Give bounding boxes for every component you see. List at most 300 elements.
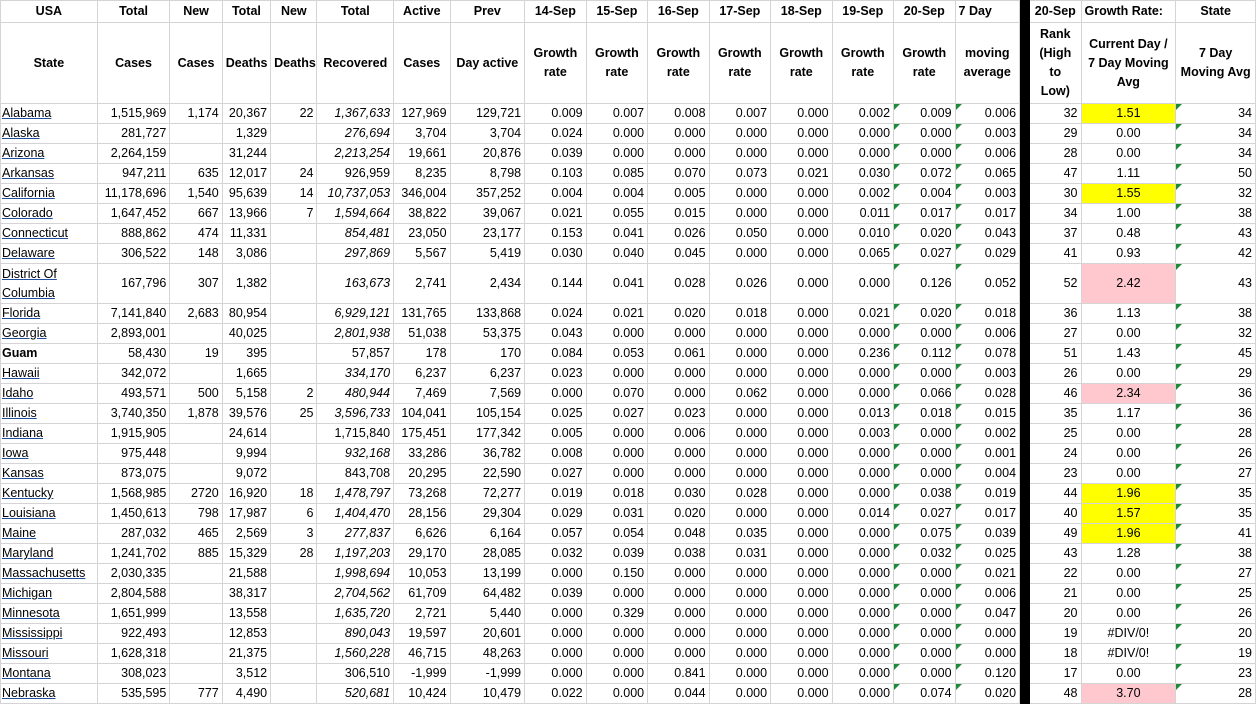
- g17-cell[interactable]: 0.000: [709, 624, 770, 644]
- g15-cell[interactable]: 0.031: [586, 504, 647, 524]
- g19-cell[interactable]: 0.000: [832, 624, 893, 644]
- new-deaths-cell[interactable]: [271, 224, 317, 244]
- header-cell-new-deaths[interactable]: New: [271, 1, 317, 23]
- header-cell-prev-day-active[interactable]: Day active: [450, 23, 525, 104]
- prev-active-cell[interactable]: 23,177: [450, 224, 525, 244]
- new-cases-cell[interactable]: [170, 584, 222, 604]
- rank-cell[interactable]: 36: [1030, 304, 1081, 324]
- g15-cell[interactable]: 0.000: [586, 324, 647, 344]
- ratio-cell[interactable]: 0.00: [1081, 564, 1176, 584]
- g20-cell[interactable]: 0.000: [894, 324, 955, 344]
- g14-cell[interactable]: 0.030: [525, 244, 586, 264]
- g16-cell[interactable]: 0.000: [648, 464, 709, 484]
- state-link[interactable]: Maine: [2, 526, 37, 540]
- state-name-cell[interactable]: [1, 644, 98, 664]
- g14-cell[interactable]: 0.024: [525, 304, 586, 324]
- state-link[interactable]: Iowa: [2, 446, 29, 460]
- prev-active-cell[interactable]: 20,876: [450, 144, 525, 164]
- g16-cell[interactable]: 0.000: [648, 364, 709, 384]
- header-cell-total-deaths[interactable]: Deaths: [222, 23, 270, 104]
- state-name-cell[interactable]: [1, 444, 98, 464]
- prev-active-cell[interactable]: 5,440: [450, 604, 525, 624]
- prev-active-cell[interactable]: 3,704: [450, 124, 525, 144]
- new-cases-cell[interactable]: 777: [170, 684, 222, 704]
- header-cell-state[interactable]: USA: [1, 1, 98, 23]
- g19-cell[interactable]: 0.002: [832, 184, 893, 204]
- state-name-cell[interactable]: [1, 404, 98, 424]
- g15-cell[interactable]: 0.000: [586, 584, 647, 604]
- active-cell[interactable]: -1,999: [394, 664, 450, 684]
- ratio-cell[interactable]: 1.17: [1081, 404, 1176, 424]
- prev-active-cell[interactable]: -1,999: [450, 664, 525, 684]
- g19-cell[interactable]: 0.013: [832, 404, 893, 424]
- recovered-cell[interactable]: 480,944: [317, 384, 394, 404]
- state-name-cell[interactable]: [1, 244, 98, 264]
- prev-active-cell[interactable]: 170: [450, 344, 525, 364]
- total-cases-cell[interactable]: 873,075: [97, 464, 170, 484]
- ratio-cell[interactable]: 1.11: [1081, 164, 1176, 184]
- ma7-cell[interactable]: 0.003: [955, 184, 1020, 204]
- g19-cell[interactable]: 0.011: [832, 204, 893, 224]
- g20-cell[interactable]: 0.000: [894, 144, 955, 164]
- new-cases-cell[interactable]: 465: [170, 524, 222, 544]
- total-deaths-cell[interactable]: 40,025: [222, 324, 270, 344]
- g16-cell[interactable]: 0.000: [648, 144, 709, 164]
- total-cases-cell[interactable]: 2,893,001: [97, 324, 170, 344]
- ma7-cell[interactable]: 0.065: [955, 164, 1020, 184]
- total-cases-cell[interactable]: 3,740,350: [97, 404, 170, 424]
- header-cell-growth-20-sep[interactable]: 20-Sep: [894, 1, 955, 23]
- g17-cell[interactable]: 0.000: [709, 124, 770, 144]
- g19-cell[interactable]: 0.000: [832, 564, 893, 584]
- active-cell[interactable]: 29,170: [394, 544, 450, 564]
- total-deaths-cell[interactable]: 21,375: [222, 644, 270, 664]
- new-deaths-cell[interactable]: 22: [271, 104, 317, 124]
- state-link[interactable]: Arkansas: [2, 166, 55, 180]
- g19-cell[interactable]: 0.000: [832, 484, 893, 504]
- active-cell[interactable]: 2,741: [394, 264, 450, 304]
- total-cases-cell[interactable]: 2,264,159: [97, 144, 170, 164]
- ratio-cell[interactable]: 0.00: [1081, 444, 1176, 464]
- new-deaths-cell[interactable]: [271, 304, 317, 324]
- recovered-cell[interactable]: 1,715,840: [317, 424, 394, 444]
- header-cell-growth-19-sep[interactable]: 19-Sep: [832, 1, 893, 23]
- g20-cell[interactable]: 0.000: [894, 564, 955, 584]
- state-ma-cell[interactable]: 26: [1176, 444, 1256, 464]
- g18-cell[interactable]: 0.000: [771, 584, 832, 604]
- total-cases-cell[interactable]: 1,651,999: [97, 604, 170, 624]
- g15-cell[interactable]: 0.053: [586, 344, 647, 364]
- g14-cell[interactable]: 0.057: [525, 524, 586, 544]
- state-link[interactable]: Idaho: [2, 386, 34, 400]
- rank-cell[interactable]: 25: [1030, 424, 1081, 444]
- rank-cell[interactable]: 34: [1030, 204, 1081, 224]
- state-name-cell[interactable]: [1, 624, 98, 644]
- state-name-cell[interactable]: [1, 604, 98, 624]
- rank-cell[interactable]: 26: [1030, 364, 1081, 384]
- g19-cell[interactable]: 0.000: [832, 264, 893, 304]
- state-ma-cell[interactable]: 27: [1176, 464, 1256, 484]
- state-ma-cell[interactable]: 34: [1176, 124, 1256, 144]
- ma7-cell[interactable]: 0.006: [955, 584, 1020, 604]
- prev-active-cell[interactable]: 177,342: [450, 424, 525, 444]
- ratio-cell[interactable]: 0.00: [1081, 144, 1176, 164]
- g18-cell[interactable]: 0.000: [771, 204, 832, 224]
- state-ma-cell[interactable]: 50: [1176, 164, 1256, 184]
- g14-cell[interactable]: 0.008: [525, 444, 586, 464]
- active-cell[interactable]: 2,721: [394, 604, 450, 624]
- g18-cell[interactable]: 0.000: [771, 484, 832, 504]
- total-deaths-cell[interactable]: 5,158: [222, 384, 270, 404]
- g16-cell[interactable]: 0.061: [648, 344, 709, 364]
- g16-cell[interactable]: 0.000: [648, 624, 709, 644]
- active-cell[interactable]: 33,286: [394, 444, 450, 464]
- g15-cell[interactable]: 0.000: [586, 364, 647, 384]
- total-deaths-cell[interactable]: 2,569: [222, 524, 270, 544]
- new-cases-cell[interactable]: 885: [170, 544, 222, 564]
- total-deaths-cell[interactable]: 12,017: [222, 164, 270, 184]
- g16-cell[interactable]: 0.000: [648, 644, 709, 664]
- new-deaths-cell[interactable]: [271, 444, 317, 464]
- new-deaths-cell[interactable]: 7: [271, 204, 317, 224]
- state-link[interactable]: Connecticut: [2, 226, 69, 240]
- g16-cell[interactable]: 0.000: [648, 584, 709, 604]
- active-cell[interactable]: 5,567: [394, 244, 450, 264]
- state-name-cell[interactable]: [1, 164, 98, 184]
- new-deaths-cell[interactable]: [271, 324, 317, 344]
- recovered-cell[interactable]: 2,801,938: [317, 324, 394, 344]
- g17-cell[interactable]: 0.050: [709, 224, 770, 244]
- g14-cell[interactable]: 0.000: [525, 644, 586, 664]
- state-ma-cell[interactable]: 20: [1176, 624, 1256, 644]
- prev-active-cell[interactable]: 13,199: [450, 564, 525, 584]
- header-cell-state[interactable]: State: [1, 23, 98, 104]
- state-link[interactable]: Kentucky: [2, 486, 54, 500]
- header-cell-growth-16-sep[interactable]: Growth rate: [648, 23, 709, 104]
- header-cell-growth-17-sep[interactable]: Growth rate: [709, 23, 770, 104]
- prev-active-cell[interactable]: 6,164: [450, 524, 525, 544]
- state-ma-cell[interactable]: 42: [1176, 244, 1256, 264]
- new-cases-cell[interactable]: [170, 644, 222, 664]
- total-cases-cell[interactable]: 975,448: [97, 444, 170, 464]
- header-cell-growth-15-sep[interactable]: 15-Sep: [586, 1, 647, 23]
- g15-cell[interactable]: 0.000: [586, 664, 647, 684]
- g16-cell[interactable]: 0.028: [648, 264, 709, 304]
- total-deaths-cell[interactable]: 15,329: [222, 544, 270, 564]
- state-ma-cell[interactable]: 43: [1176, 264, 1256, 304]
- rank-cell[interactable]: 18: [1030, 644, 1081, 664]
- g17-cell[interactable]: 0.000: [709, 344, 770, 364]
- active-cell[interactable]: 20,295: [394, 464, 450, 484]
- total-cases-cell[interactable]: 58,430: [97, 344, 170, 364]
- g20-cell[interactable]: 0.017: [894, 204, 955, 224]
- header-cell-prev-day-active[interactable]: Prev: [450, 1, 525, 23]
- ratio-cell[interactable]: 1.28: [1081, 544, 1176, 564]
- g16-cell[interactable]: 0.020: [648, 304, 709, 324]
- total-deaths-cell[interactable]: 1,665: [222, 364, 270, 384]
- state-link[interactable]: Michigan: [2, 586, 53, 600]
- new-deaths-cell[interactable]: [271, 264, 317, 304]
- new-cases-cell[interactable]: [170, 564, 222, 584]
- ma7-cell[interactable]: 0.006: [955, 144, 1020, 164]
- g15-cell[interactable]: 0.000: [586, 144, 647, 164]
- g19-cell[interactable]: 0.000: [832, 684, 893, 704]
- new-cases-cell[interactable]: [170, 324, 222, 344]
- state-name-cell[interactable]: [1, 204, 98, 224]
- g19-cell[interactable]: 0.021: [832, 304, 893, 324]
- g15-cell[interactable]: 0.000: [586, 684, 647, 704]
- g17-cell[interactable]: 0.000: [709, 504, 770, 524]
- g19-cell[interactable]: 0.000: [832, 664, 893, 684]
- total-cases-cell[interactable]: 1,241,702: [97, 544, 170, 564]
- g18-cell[interactable]: 0.000: [771, 404, 832, 424]
- new-cases-cell[interactable]: [170, 444, 222, 464]
- rank-cell[interactable]: 27: [1030, 324, 1081, 344]
- g15-cell[interactable]: 0.150: [586, 564, 647, 584]
- new-deaths-cell[interactable]: [271, 244, 317, 264]
- total-cases-cell[interactable]: 888,862: [97, 224, 170, 244]
- recovered-cell[interactable]: 2,213,254: [317, 144, 394, 164]
- ma7-cell[interactable]: 0.039: [955, 524, 1020, 544]
- g16-cell[interactable]: 0.000: [648, 324, 709, 344]
- state-name-cell[interactable]: [1, 684, 98, 704]
- new-deaths-cell[interactable]: [271, 144, 317, 164]
- g20-cell[interactable]: 0.027: [894, 504, 955, 524]
- g19-cell[interactable]: 0.003: [832, 424, 893, 444]
- state-ma-cell[interactable]: 41: [1176, 524, 1256, 544]
- g18-cell[interactable]: 0.000: [771, 344, 832, 364]
- rank-cell[interactable]: 47: [1030, 164, 1081, 184]
- header-cell-total-cases[interactable]: Cases: [97, 23, 170, 104]
- header-cell-divider[interactable]: [1020, 1, 1030, 23]
- active-cell[interactable]: 175,451: [394, 424, 450, 444]
- state-name-cell[interactable]: [1, 584, 98, 604]
- header-cell-moving-average[interactable]: 7 Day: [955, 1, 1020, 23]
- state-ma-cell[interactable]: 45: [1176, 344, 1256, 364]
- g15-cell[interactable]: 0.329: [586, 604, 647, 624]
- g15-cell[interactable]: 0.000: [586, 644, 647, 664]
- new-deaths-cell[interactable]: [271, 464, 317, 484]
- recovered-cell[interactable]: 520,681: [317, 684, 394, 704]
- prev-active-cell[interactable]: 6,237: [450, 364, 525, 384]
- header-cell-active-cases[interactable]: Active: [394, 1, 450, 23]
- total-cases-cell[interactable]: 1,450,613: [97, 504, 170, 524]
- new-cases-cell[interactable]: 19: [170, 344, 222, 364]
- state-ma-cell[interactable]: 28: [1176, 424, 1256, 444]
- rank-cell[interactable]: 37: [1030, 224, 1081, 244]
- new-deaths-cell[interactable]: [271, 344, 317, 364]
- new-cases-cell[interactable]: 635: [170, 164, 222, 184]
- g18-cell[interactable]: 0.000: [771, 664, 832, 684]
- state-ma-cell[interactable]: 19: [1176, 644, 1256, 664]
- g16-cell[interactable]: 0.008: [648, 104, 709, 124]
- prev-active-cell[interactable]: 48,263: [450, 644, 525, 664]
- g14-cell[interactable]: 0.005: [525, 424, 586, 444]
- ma7-cell[interactable]: 0.078: [955, 344, 1020, 364]
- new-deaths-cell[interactable]: 24: [271, 164, 317, 184]
- header-cell-growth-20-sep[interactable]: Growth rate: [894, 23, 955, 104]
- total-deaths-cell[interactable]: 11,331: [222, 224, 270, 244]
- g18-cell[interactable]: 0.000: [771, 544, 832, 564]
- recovered-cell[interactable]: 163,673: [317, 264, 394, 304]
- g17-cell[interactable]: 0.000: [709, 464, 770, 484]
- g17-cell[interactable]: 0.000: [709, 184, 770, 204]
- total-deaths-cell[interactable]: 12,853: [222, 624, 270, 644]
- g16-cell[interactable]: 0.005: [648, 184, 709, 204]
- g19-cell[interactable]: 0.000: [832, 604, 893, 624]
- total-cases-cell[interactable]: 281,727: [97, 124, 170, 144]
- state-name-cell[interactable]: [1, 564, 98, 584]
- new-cases-cell[interactable]: 2,683: [170, 304, 222, 324]
- ma7-cell[interactable]: 0.015: [955, 404, 1020, 424]
- state-name-cell[interactable]: [1, 304, 98, 324]
- g17-cell[interactable]: 0.000: [709, 404, 770, 424]
- header-cell-growth-17-sep[interactable]: 17-Sep: [709, 1, 770, 23]
- header-cell-recovered[interactable]: Total: [317, 1, 394, 23]
- g20-cell[interactable]: 0.020: [894, 224, 955, 244]
- prev-active-cell[interactable]: 105,154: [450, 404, 525, 424]
- g20-cell[interactable]: 0.038: [894, 484, 955, 504]
- new-deaths-cell[interactable]: [271, 644, 317, 664]
- g18-cell[interactable]: 0.000: [771, 504, 832, 524]
- state-link[interactable]: Arizona: [2, 146, 45, 160]
- state-name-cell[interactable]: [1, 484, 98, 504]
- new-cases-cell[interactable]: 1,174: [170, 104, 222, 124]
- g20-cell[interactable]: 0.000: [894, 124, 955, 144]
- g17-cell[interactable]: 0.000: [709, 424, 770, 444]
- header-cell-growth-16-sep[interactable]: 16-Sep: [648, 1, 709, 23]
- state-link[interactable]: Massachusetts: [2, 566, 86, 580]
- active-cell[interactable]: 51,038: [394, 324, 450, 344]
- ma7-cell[interactable]: 0.003: [955, 364, 1020, 384]
- g14-cell[interactable]: 0.039: [525, 584, 586, 604]
- total-deaths-cell[interactable]: 80,954: [222, 304, 270, 324]
- ratio-cell[interactable]: 0.00: [1081, 584, 1176, 604]
- active-cell[interactable]: 127,969: [394, 104, 450, 124]
- g19-cell[interactable]: 0.010: [832, 224, 893, 244]
- active-cell[interactable]: 10,424: [394, 684, 450, 704]
- rank-cell[interactable]: 52: [1030, 264, 1081, 304]
- new-cases-cell[interactable]: [170, 124, 222, 144]
- rank-cell[interactable]: 24: [1030, 444, 1081, 464]
- g15-cell[interactable]: 0.041: [586, 224, 647, 244]
- state-name-cell[interactable]: [1, 124, 98, 144]
- active-cell[interactable]: 8,235: [394, 164, 450, 184]
- g20-cell[interactable]: 0.032: [894, 544, 955, 564]
- state-link[interactable]: Florida: [2, 306, 41, 320]
- g15-cell[interactable]: 0.000: [586, 124, 647, 144]
- total-cases-cell[interactable]: 493,571: [97, 384, 170, 404]
- header-cell-rank[interactable]: Rank (High to Low): [1030, 23, 1081, 104]
- g15-cell[interactable]: 0.018: [586, 484, 647, 504]
- state-ma-cell[interactable]: 36: [1176, 404, 1256, 424]
- state-name-cell[interactable]: [1, 424, 98, 444]
- state-link[interactable]: Alabama: [2, 106, 52, 120]
- g19-cell[interactable]: 0.236: [832, 344, 893, 364]
- g14-cell[interactable]: 0.000: [525, 664, 586, 684]
- recovered-cell[interactable]: 10,737,053: [317, 184, 394, 204]
- total-deaths-cell[interactable]: 13,558: [222, 604, 270, 624]
- header-cell-state-7day-avg[interactable]: 7 Day Moving Avg: [1176, 23, 1256, 104]
- g20-cell[interactable]: 0.000: [894, 464, 955, 484]
- total-cases-cell[interactable]: 11,178,696: [97, 184, 170, 204]
- active-cell[interactable]: 61,709: [394, 584, 450, 604]
- new-cases-cell[interactable]: 307: [170, 264, 222, 304]
- total-deaths-cell[interactable]: 38,317: [222, 584, 270, 604]
- rank-cell[interactable]: 51: [1030, 344, 1081, 364]
- state-name-cell[interactable]: [1, 104, 98, 124]
- g20-cell[interactable]: 0.027: [894, 244, 955, 264]
- g18-cell[interactable]: 0.000: [771, 364, 832, 384]
- g14-cell[interactable]: 0.000: [525, 564, 586, 584]
- recovered-cell[interactable]: 1,197,203: [317, 544, 394, 564]
- new-deaths-cell[interactable]: 6: [271, 504, 317, 524]
- g19-cell[interactable]: 0.000: [832, 364, 893, 384]
- prev-active-cell[interactable]: 129,721: [450, 104, 525, 124]
- state-name-cell[interactable]: [1, 504, 98, 524]
- g15-cell[interactable]: 0.000: [586, 624, 647, 644]
- new-cases-cell[interactable]: [170, 424, 222, 444]
- state-link[interactable]: Georgia: [2, 326, 47, 340]
- state-name-cell[interactable]: [1, 364, 98, 384]
- ma7-cell[interactable]: 0.047: [955, 604, 1020, 624]
- prev-active-cell[interactable]: 36,782: [450, 444, 525, 464]
- state-link[interactable]: Nebraska: [2, 686, 56, 700]
- new-cases-cell[interactable]: 1,878: [170, 404, 222, 424]
- new-deaths-cell[interactable]: 14: [271, 184, 317, 204]
- ratio-cell[interactable]: 1.96: [1081, 524, 1176, 544]
- g16-cell[interactable]: 0.044: [648, 684, 709, 704]
- g14-cell[interactable]: 0.144: [525, 264, 586, 304]
- new-cases-cell[interactable]: [170, 144, 222, 164]
- g19-cell[interactable]: 0.000: [832, 324, 893, 344]
- ma7-cell[interactable]: 0.025: [955, 544, 1020, 564]
- ratio-cell[interactable]: 1.51: [1081, 104, 1176, 124]
- header-cell-recovered[interactable]: Recovered: [317, 23, 394, 104]
- header-cell-new-deaths[interactable]: Deaths: [271, 23, 317, 104]
- total-deaths-cell[interactable]: 13,966: [222, 204, 270, 224]
- g14-cell[interactable]: 0.000: [525, 624, 586, 644]
- active-cell[interactable]: 46,715: [394, 644, 450, 664]
- rank-cell[interactable]: 35: [1030, 404, 1081, 424]
- g17-cell[interactable]: 0.000: [709, 204, 770, 224]
- state-link[interactable]: Illinois: [2, 406, 37, 420]
- header-cell-divider[interactable]: [1020, 23, 1030, 104]
- total-deaths-cell[interactable]: 21,588: [222, 564, 270, 584]
- g17-cell[interactable]: 0.000: [709, 244, 770, 264]
- prev-active-cell[interactable]: 10,479: [450, 684, 525, 704]
- g20-cell[interactable]: 0.018: [894, 404, 955, 424]
- header-cell-ratio[interactable]: Current Day / 7 Day Moving Avg: [1081, 23, 1176, 104]
- g15-cell[interactable]: 0.000: [586, 464, 647, 484]
- ratio-cell[interactable]: 1.00: [1081, 204, 1176, 224]
- total-cases-cell[interactable]: 342,072: [97, 364, 170, 384]
- state-name-cell[interactable]: [1, 324, 98, 344]
- new-cases-cell[interactable]: [170, 664, 222, 684]
- total-cases-cell[interactable]: 1,628,318: [97, 644, 170, 664]
- ratio-cell[interactable]: 0.00: [1081, 664, 1176, 684]
- ratio-cell[interactable]: #DIV/0!: [1081, 644, 1176, 664]
- g18-cell[interactable]: 0.000: [771, 604, 832, 624]
- total-cases-cell[interactable]: 287,032: [97, 524, 170, 544]
- g18-cell[interactable]: 0.000: [771, 104, 832, 124]
- header-cell-rank[interactable]: 20-Sep: [1030, 1, 1081, 23]
- g16-cell[interactable]: 0.020: [648, 504, 709, 524]
- prev-active-cell[interactable]: 64,482: [450, 584, 525, 604]
- recovered-cell[interactable]: 926,959: [317, 164, 394, 184]
- recovered-cell[interactable]: 1,635,720: [317, 604, 394, 624]
- new-cases-cell[interactable]: 148: [170, 244, 222, 264]
